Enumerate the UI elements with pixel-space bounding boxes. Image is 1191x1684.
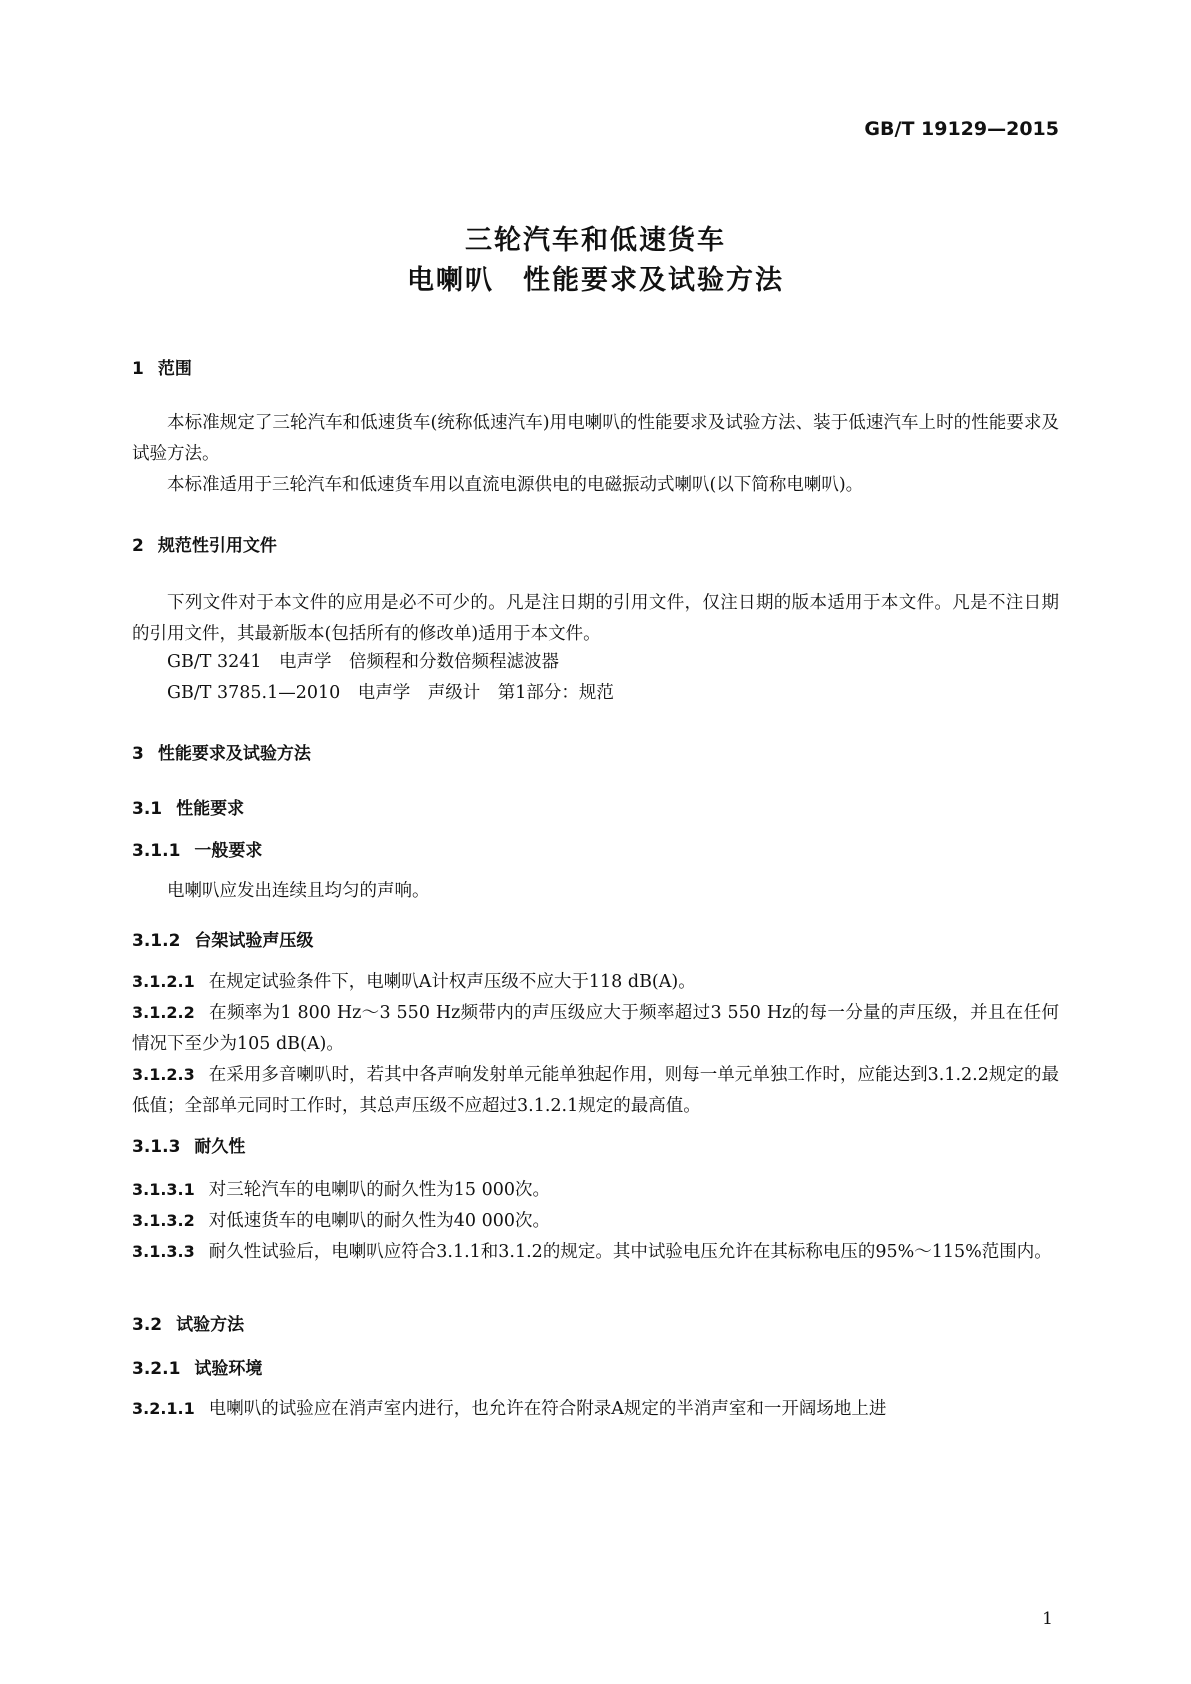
section-title: 性能要求 [176, 799, 245, 819]
section-number: 3 [132, 744, 144, 764]
page-number: 1 [1042, 1609, 1053, 1629]
clause-3-1-2-3 [132, 1059, 1059, 1122]
clause-text: 对低速货车的电喇叭的耐久性为40 000次。 [208, 1211, 550, 1231]
clause-number: 3.2.1.1 [132, 1399, 195, 1418]
subsection-3-1-3-heading [132, 1132, 245, 1157]
document-title-line2: 电喇叭 性能要求及试验方法 [407, 265, 784, 296]
clause-number: 3.1.3.2 [132, 1211, 195, 1230]
section-2-paragraph: 下列文件对于本文件的应用是必不可少的。凡是注日期的引用文件，仅注日期的版本适用于本文件。凡是不注日期的引用文件，其最新版本(包括所有的修改单)适用于本文件。 [132, 593, 1059, 644]
section-number: 3.2 [132, 1315, 163, 1335]
clause-text: 在采用多音喇叭时，若其中各声响发射单元能单独起作用，则每一单元单独工作时，应能达到3.1.2.2规定的最低值；全部单元同时工作时，其总声压级不应超过3.1.2.1规定的最高值。 [132, 1065, 1059, 1116]
section-title: 台架试验声压级 [194, 931, 314, 951]
clause-text: 在频率为1 800 Hz～3 550 Hz频带内的声压级应大于频率超过3 550 Hz的每一分量的声压级，并且在任何情况下至少为105 dB(A)。 [132, 1003, 1059, 1054]
clause-number: 3.1.2.1 [132, 972, 195, 991]
section-1-heading [132, 354, 192, 379]
clause-number: 3.1.3.3 [132, 1242, 195, 1261]
section-title: 耐久性 [194, 1137, 246, 1157]
subsection-3-2-1-heading [132, 1354, 262, 1379]
standard-number: GB/T 19129—2015 [864, 118, 1059, 140]
clause-text: 电喇叭的试验应在消声室内进行，也允许在符合附录A规定的半消声室和一开阔场地上进 [208, 1399, 887, 1419]
section-number: 3.1.2 [132, 931, 181, 951]
section-number: 1 [132, 359, 144, 379]
subsection-3-1-2-heading [132, 926, 313, 951]
section-number: 3.2.1 [132, 1359, 181, 1379]
section-3-heading [132, 739, 311, 764]
section-title: 试验环境 [194, 1359, 263, 1379]
clause-3-1-2-1 [132, 966, 1059, 998]
subsection-3-1-1-heading [132, 836, 262, 861]
subsection-3-1-1-text: 电喇叭应发出连续且均匀的声响。 [167, 881, 430, 901]
clause-text: 耐久性试验后，电喇叭应符合3.1.1和3.1.2的规定。其中试验电压允许在其标称电压的95%～115%范围内。 [208, 1242, 1052, 1262]
clause-3-1-2-2 [132, 997, 1059, 1060]
clause-text: 在规定试验条件下，电喇叭A计权声压级不应大于118 dB(A)。 [208, 972, 696, 992]
section-1-paragraph-1: 本标准规定了三轮汽车和低速货车(统称低速汽车)用电喇叭的性能要求及试验方法、装于低速汽车上时的性能要求及试验方法。 [132, 413, 1059, 464]
clause-text: 对三轮汽车的电喇叭的耐久性为15 000次。 [208, 1180, 550, 1200]
clause-3-1-3-2 [132, 1205, 1059, 1237]
clause-3-2-1-1 [132, 1394, 886, 1424]
document-title-line1: 三轮汽车和低速货车 [465, 225, 726, 256]
clause-number: 3.1.3.1 [132, 1180, 195, 1199]
normative-reference-1: GB/T 3241 电声学 倍频程和分数倍频程滤波器 [167, 652, 560, 672]
section-2-heading [132, 531, 277, 556]
clause-3-1-3-3 [132, 1236, 1059, 1268]
section-title: 性能要求及试验方法 [157, 744, 311, 764]
section-1-paragraph-2: 本标准适用于三轮汽车和低速货车用以直流电源供电的电磁振动式喇叭(以下简称电喇叭)。 [167, 475, 864, 495]
section-number: 3.1.1 [132, 841, 181, 861]
subsection-3-2-heading [132, 1310, 244, 1335]
clause-number: 3.1.2.3 [132, 1065, 195, 1084]
normative-reference-2: GB/T 3785.1—2010 电声学 声级计 第1部分：规范 [167, 683, 614, 703]
section-number: 3.1 [132, 799, 163, 819]
section-title: 规范性引用文件 [157, 536, 277, 556]
clause-number: 3.1.2.2 [132, 1003, 195, 1022]
section-number: 2 [132, 536, 144, 556]
section-title: 试验方法 [176, 1315, 245, 1335]
section-number: 3.1.3 [132, 1137, 181, 1157]
section-title: 一般要求 [194, 841, 263, 861]
subsection-3-1-heading [132, 794, 244, 819]
section-title: 范围 [157, 359, 192, 379]
clause-3-1-3-1 [132, 1174, 1059, 1206]
